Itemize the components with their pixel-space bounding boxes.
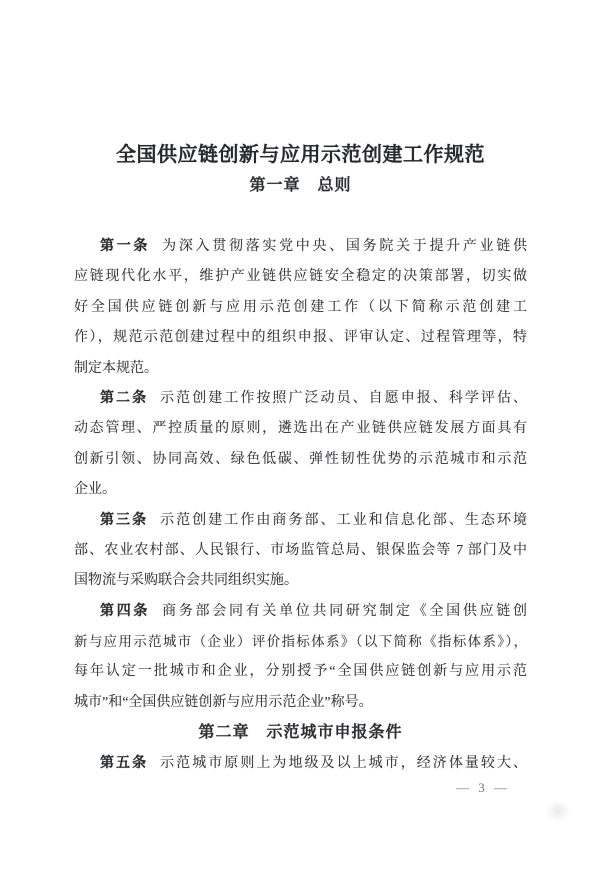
article-3-line-3: 国物流与采购联合会共同组织实施。 [74, 573, 298, 589]
scan-artifact [545, 800, 571, 822]
article-2 [74, 384, 527, 506]
article-4-line-2: 新与应用示范城市（企业）评价指标体系》（以下简称《指标体系》）， [74, 634, 527, 650]
article-1 [74, 232, 527, 384]
article-2-line-4: 企业。 [74, 482, 116, 498]
article-1-number: 第一条 [100, 239, 151, 254]
article-1-line-4: 作），规范示范创建过程中的组织申报、评审认定、过程管理等，特 [74, 330, 527, 346]
article-1-line-1 [74, 232, 527, 262]
chapter-2-heading: 第二章 示范城市申报条件 [198, 724, 403, 742]
article-4-text: 商务部会同有关单位共同研究制定《全国供应链创 [162, 603, 527, 619]
article-3-line-2: 部、农业农村部、人民银行、市场监管总局、银保监会等 7 部门及中 [74, 542, 527, 558]
article-2-line-3: 创新引领、协同高效、绿色低碳、弹性韧性优势的示范城市和示范 [74, 451, 527, 467]
article-4-number: 第四条 [100, 603, 151, 619]
article-4-line-1 [74, 597, 527, 627]
article-4-line-3: 每年认定一批城市和企业，分别授予“全国供应链创新与应用示范 [74, 664, 527, 680]
article-2-text: 示范创建工作按照广泛动员、自愿申报、科学评估、 [160, 390, 527, 406]
article-5-number: 第五条 [100, 755, 149, 771]
article-4-line-4: 城市”和“全国供应链创新与应用示范企业”称号。 [74, 694, 373, 710]
article-4 [74, 597, 527, 719]
article-3-text: 示范创建工作由商务部、工业和信息化部、生态环境 [160, 512, 527, 528]
article-5-line-1 [74, 749, 527, 779]
article-2-line-1 [74, 384, 527, 414]
article-1-line-2: 应链现代化水平，维护产业链供应链安全稳定的决策部署，切实做 [74, 269, 527, 285]
article-1-line-3: 好全国供应链创新与应用示范创建工作（以下简称示范创建工 [74, 299, 527, 315]
article-1-line-5: 制定本规范。 [74, 360, 158, 376]
article-3 [74, 506, 527, 597]
document-title: 全国供应链创新与应用示范创建工作规范 [116, 144, 485, 166]
article-2-line-2: 动态管理、严控质量的原则，遴选出在产业链供应链发展方面具有 [74, 421, 527, 437]
document-body [74, 232, 527, 779]
article-1-text: 为深入贯彻落实党中央、国务院关于提升产业链供 [162, 239, 527, 254]
article-5 [74, 749, 527, 779]
document-content [74, 0, 527, 779]
article-2-number: 第二条 [100, 390, 149, 406]
article-5-text: 示范城市原则上为地级及以上城市，经济体量较大、 [160, 755, 527, 771]
article-3-line-1 [74, 506, 527, 536]
chapter-1-heading: 第一章 总则 [249, 177, 352, 194]
page-number: — 3 — [456, 780, 510, 795]
article-3-number: 第三条 [100, 512, 149, 528]
